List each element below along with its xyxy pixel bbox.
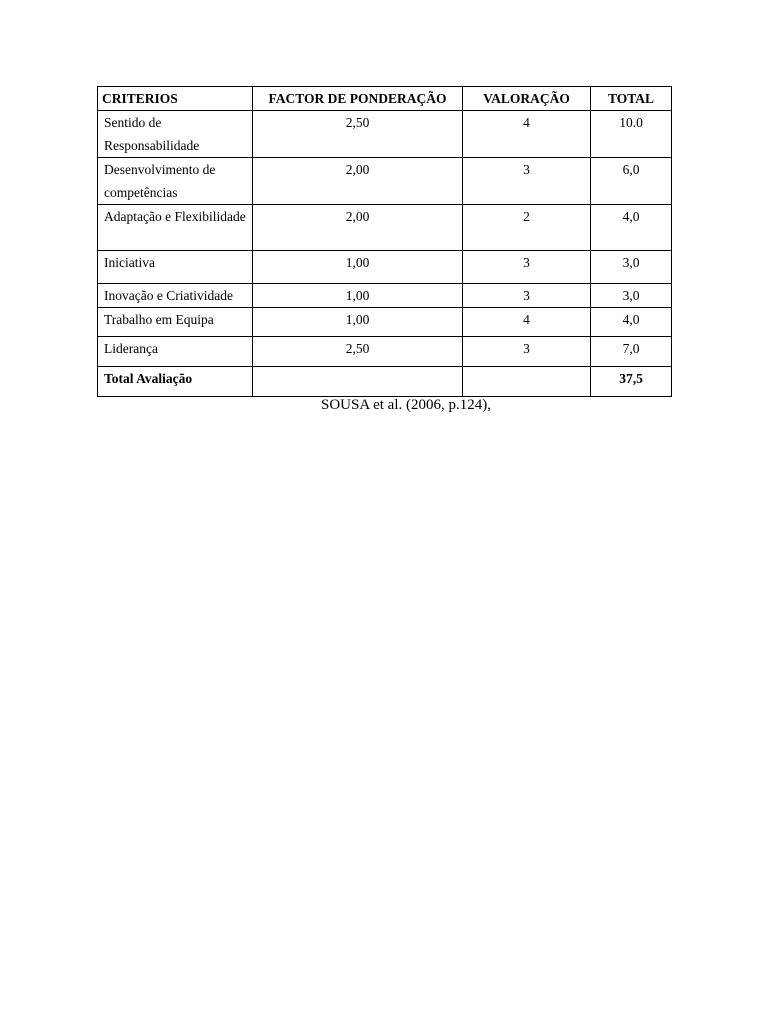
criterio-cell: Iniciativa bbox=[98, 251, 253, 284]
valoracao-cell: 3 bbox=[463, 337, 591, 367]
criterio-cell: Desenvolvimento de competências bbox=[98, 158, 253, 205]
factor-cell bbox=[253, 367, 463, 397]
valoracao-cell bbox=[463, 367, 591, 397]
factor-cell: 2,50 bbox=[253, 337, 463, 367]
table-row bbox=[98, 111, 672, 158]
total-cell: 10.0 bbox=[591, 111, 672, 158]
criterio-cell: Inovação e Criatividade bbox=[98, 284, 253, 308]
criterio-cell: Trabalho em Equipa bbox=[98, 308, 253, 337]
factor-cell: 1,00 bbox=[253, 308, 463, 337]
total-cell: 6,0 bbox=[591, 158, 672, 205]
table-row bbox=[98, 337, 672, 367]
table-row bbox=[98, 205, 672, 251]
valoracao-cell: 3 bbox=[463, 158, 591, 205]
total-cell: 3,0 bbox=[591, 251, 672, 284]
total-avaliacao-value: 37,5 bbox=[591, 367, 672, 397]
valoracao-cell: 4 bbox=[463, 308, 591, 337]
table-row bbox=[98, 284, 672, 308]
table-footer-row bbox=[98, 367, 672, 397]
header-criterios: CRITERIOS bbox=[98, 87, 253, 111]
total-avaliacao-label: Total Avaliação bbox=[98, 367, 253, 397]
valoracao-cell: 4 bbox=[463, 111, 591, 158]
total-cell: 3,0 bbox=[591, 284, 672, 308]
criterio-cell: Adaptação e Flexibilidade bbox=[98, 205, 253, 251]
header-factor-de-ponderacao: FACTOR DE PONDERAÇÃO bbox=[253, 87, 463, 111]
valoracao-cell: 2 bbox=[463, 205, 591, 251]
header-total: TOTAL bbox=[591, 87, 672, 111]
valoracao-cell: 3 bbox=[463, 251, 591, 284]
factor-cell: 1,00 bbox=[253, 284, 463, 308]
table-row bbox=[98, 308, 672, 337]
table-source-caption: SOUSA et al. (2006, p.124), bbox=[321, 397, 491, 413]
total-cell: 4,0 bbox=[591, 308, 672, 337]
valoracao-cell: 3 bbox=[463, 284, 591, 308]
factor-cell: 1,00 bbox=[253, 251, 463, 284]
criterio-cell: Liderança bbox=[98, 337, 253, 367]
factor-cell: 2,00 bbox=[253, 158, 463, 205]
table-header-row bbox=[98, 87, 672, 111]
total-cell: 4,0 bbox=[591, 205, 672, 251]
factor-cell: 2,00 bbox=[253, 205, 463, 251]
table-row bbox=[98, 251, 672, 284]
evaluation-criteria-table bbox=[97, 86, 672, 397]
criterio-cell: Sentido de Responsabilidade bbox=[98, 111, 253, 158]
header-valoracao: VALORAÇÃO bbox=[463, 87, 591, 111]
table-row bbox=[98, 158, 672, 205]
total-cell: 7,0 bbox=[591, 337, 672, 367]
factor-cell: 2,50 bbox=[253, 111, 463, 158]
